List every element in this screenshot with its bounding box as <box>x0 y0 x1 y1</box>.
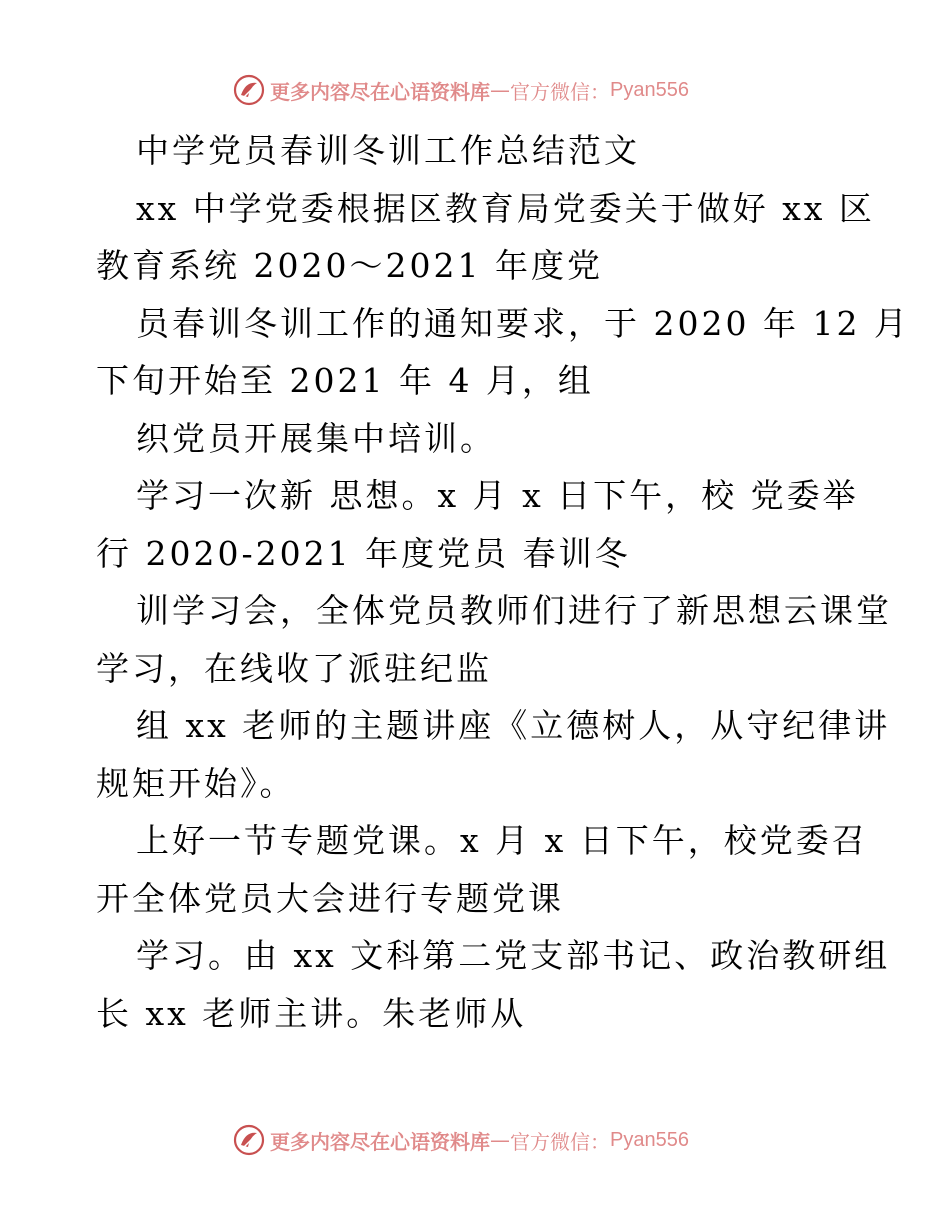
text-line: 教育系统 2020～2021 年度党 <box>96 246 603 285</box>
text-line: 织党员开展集中培训。 <box>136 418 496 458</box>
watermark-separator: — <box>490 78 510 102</box>
text-line: 学习，在线收了派驻纪监 <box>96 648 492 688</box>
watermark-wechat-id: Pyan556 <box>610 78 689 101</box>
text-line: 开全体党员大会进行专题党课 <box>96 878 564 918</box>
watermark-official-label: 官方微信： <box>510 1129 610 1154</box>
watermark-separator: — <box>490 1128 510 1152</box>
watermark-library-name: 更多内容尽在心语资料库 <box>270 1129 490 1154</box>
text-line: 训学习会，全体党员教师们进行了新思想云课堂 <box>136 591 892 630</box>
text-line: 学习。由 xx 文科第二党支部书记、政治教研组 <box>136 936 891 975</box>
watermark-official-label: 官方微信： <box>510 79 610 104</box>
text-line: 下旬开始至 2021 年 4 月，组 <box>96 361 594 400</box>
text-line: xx 中学党委根据区教育局党委关于做好 xx 区 <box>136 188 875 228</box>
text-line: 学习一次新 思想。x 月 x 日下午，校 党委举 <box>136 476 859 515</box>
watermark-library-name: 更多内容尽在心语资料库 <box>270 79 490 104</box>
text-line: 行 2020-2021 年度党员 春训冬 <box>96 533 631 573</box>
header-watermark <box>232 72 689 108</box>
text-line: 员春训冬训工作的通知要求，于 2020 年 12 月 <box>136 303 910 343</box>
text-line: 中学党员春训冬训工作总结范文 <box>136 131 640 170</box>
text-line: 组 xx 老师的主题讲座《立德树人，从守纪律讲 <box>136 706 891 745</box>
watermark-wechat-id: Pyan556 <box>610 1128 689 1151</box>
text-line: 规矩开始》。 <box>96 763 296 803</box>
brand-logo-icon <box>232 73 266 107</box>
text-line: 上好一节专题党课。x 月 x 日下午，校党委召 <box>136 821 868 860</box>
footer-watermark <box>232 1122 689 1158</box>
text-line: 长 xx 老师主讲。朱老师从 <box>96 993 527 1033</box>
document-body <box>96 122 910 1042</box>
brand-logo-icon <box>232 1123 266 1157</box>
